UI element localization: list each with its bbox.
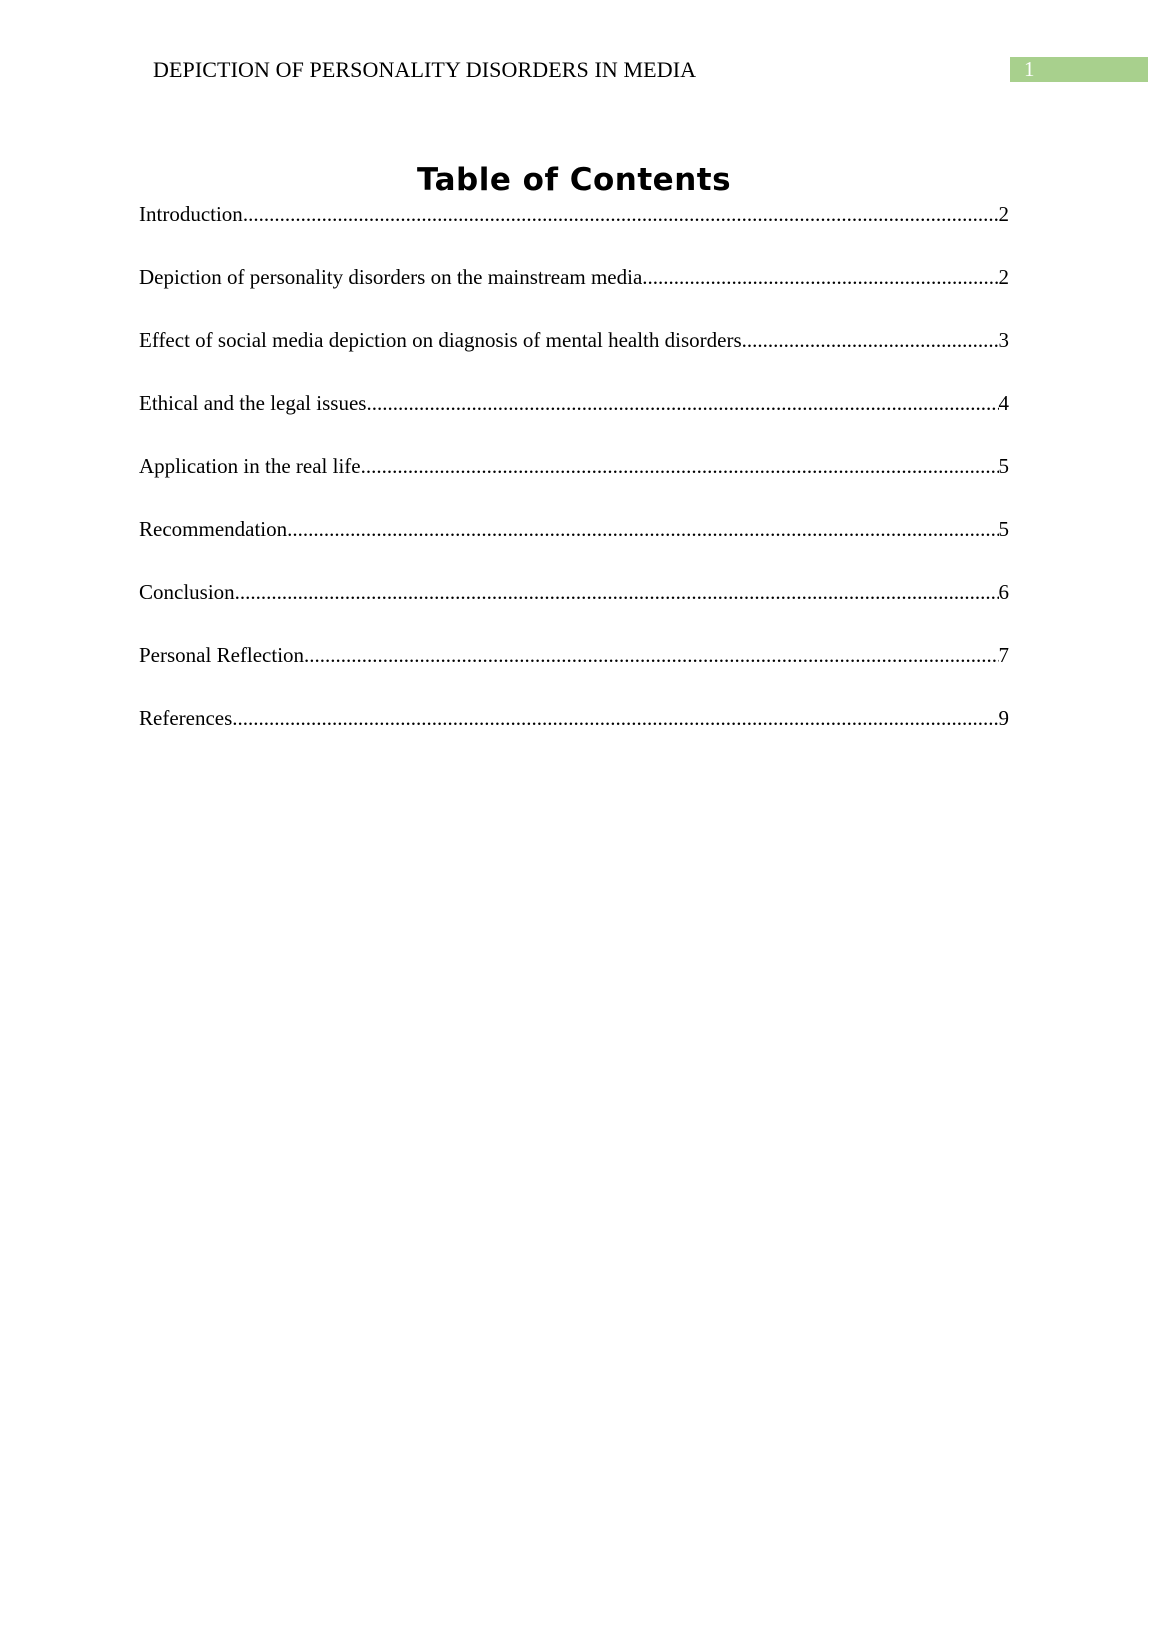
toc-entry-label: Depiction of personality disorders on the mainstream media xyxy=(139,265,643,289)
toc-entry-label: Conclusion xyxy=(139,580,235,604)
toc-entry-page: 5 xyxy=(998,454,1009,478)
toc-entry-label: Introduction xyxy=(139,202,243,226)
page-header xyxy=(0,0,1158,110)
toc-entry-references[interactable] xyxy=(139,704,1009,767)
toc-entry-page: 2 xyxy=(998,202,1009,226)
toc-entry-label: References xyxy=(139,706,233,730)
toc-heading: Table of Contents xyxy=(416,162,732,198)
toc-entry-page: 3 xyxy=(998,328,1009,352)
toc-entry-conclusion[interactable] xyxy=(139,578,1009,641)
toc-dot-leader xyxy=(304,641,998,669)
toc-entry-label: Personal Reflection xyxy=(139,643,305,667)
toc-entry-page: 9 xyxy=(998,706,1009,730)
toc-entry-page: 7 xyxy=(998,643,1009,667)
toc-entry-page: 6 xyxy=(998,580,1009,604)
toc-dot-leader xyxy=(361,452,999,480)
toc-entry-personal-reflection[interactable] xyxy=(139,641,1009,704)
toc-dot-leader xyxy=(742,326,999,354)
toc-entry-introduction[interactable] xyxy=(139,200,1009,263)
toc-entry-application-real-life[interactable] xyxy=(139,452,1009,515)
toc-dot-leader xyxy=(366,389,998,417)
toc-entry-page: 2 xyxy=(998,265,1009,289)
page-number: 1 xyxy=(1024,57,1035,81)
toc-entry-page: 4 xyxy=(998,391,1009,415)
toc-entry-label: Effect of social media depiction on diagnosis of mental health disorders xyxy=(139,328,742,352)
toc-entry-recommendation[interactable] xyxy=(139,515,1009,578)
toc-dot-leader xyxy=(642,263,998,291)
toc-entry-effect-social-media[interactable] xyxy=(139,326,1009,389)
toc-entry-label: Ethical and the legal issues xyxy=(139,391,367,415)
toc-entry-label: Recommendation xyxy=(139,517,288,541)
toc-entry-label: Application in the real life xyxy=(139,454,361,478)
toc-dot-leader xyxy=(232,704,998,732)
table-of-contents xyxy=(139,200,1009,767)
toc-entry-page: 5 xyxy=(998,517,1009,541)
running-head-title: DEPICTION OF PERSONALITY DISORDERS IN MEDIA xyxy=(153,57,697,82)
toc-dot-leader xyxy=(235,578,999,606)
toc-dot-leader xyxy=(243,200,999,228)
toc-entry-depiction-mainstream-media[interactable] xyxy=(139,263,1009,326)
page-number-badge xyxy=(1010,57,1148,82)
toc-entry-ethical-legal-issues[interactable] xyxy=(139,389,1009,452)
toc-dot-leader xyxy=(287,515,998,543)
